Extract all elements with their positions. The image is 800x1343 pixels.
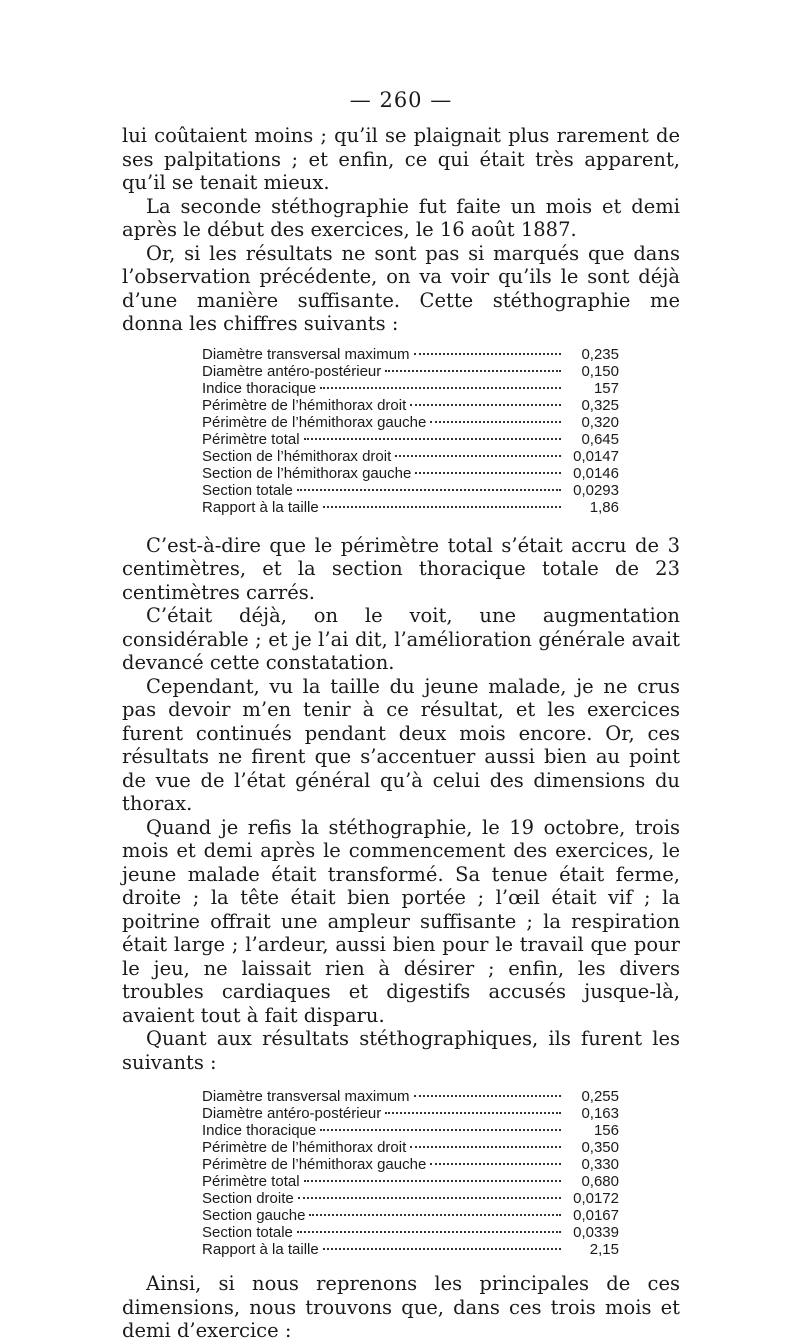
row-label: Rapport à la taille <box>202 498 319 516</box>
table-row <box>202 1122 619 1139</box>
row-value: 0,330 <box>581 1156 619 1173</box>
table-row <box>202 1241 619 1258</box>
table-row <box>202 397 619 414</box>
paragraph: Ainsi, si nous reprenons les principales de ces dimensions, nous trouvons que, dans ces trois mois et demi d’exercice : <box>122 1272 680 1342</box>
table-row <box>202 414 619 431</box>
row-label: Rapport à la taille <box>202 1241 319 1258</box>
row-value: 0,680 <box>581 1173 619 1190</box>
leader-dots <box>410 1146 561 1148</box>
row-label: Diamètre antéro-postérieur <box>202 1105 382 1122</box>
table-row <box>202 1139 619 1156</box>
page-number: — 260 — <box>349 88 453 112</box>
leader-dots <box>323 506 561 508</box>
row-value: 0,0146 <box>573 464 619 482</box>
row-label: Section droite <box>202 1190 294 1207</box>
row-label: Indice thoracique <box>202 379 317 397</box>
leader-dots <box>414 1095 561 1097</box>
paragraph: Quand je refis la stéthographie, le 19 octobre, trois mois et demi après le commencement des exercices, le jeune malade était transformé. Sa tenue était ferme, droite ; la tête était bien portée ; l’œil était vif ; la poitrine offrait une ampleur suffisante ; la respiration était large ; l’ardeur, aussi bien pour le travail que pour le jeu, ne laissait rien à désirer ; enfin, les divers troubles cardiaques et digestifs accusés jusque-là, avaient tout à fait disparu. <box>122 815 680 1027</box>
row-label: Périmètre de l’hémithorax droit <box>202 1139 407 1156</box>
row-label: Section de l’hémithorax gauche <box>202 464 412 482</box>
text-block-top <box>122 124 680 336</box>
row-value: 0,163 <box>581 1105 619 1122</box>
table-row <box>202 1190 619 1207</box>
leader-dots <box>320 1129 561 1131</box>
table-row <box>202 380 619 397</box>
row-value: 0,235 <box>581 345 619 363</box>
row-label: Diamètre transversal maximum <box>202 1088 410 1105</box>
paragraph: Quant aux résultats stéthographiques, ils furent les suivants : <box>122 1027 680 1074</box>
document-page <box>122 88 680 1343</box>
row-label: Section gauche <box>202 1207 306 1224</box>
table-row <box>202 431 619 448</box>
table-row <box>202 465 619 482</box>
table-row <box>202 448 619 465</box>
row-label: Périmètre total <box>202 1173 300 1190</box>
leader-dots <box>298 1197 561 1199</box>
row-label: Section totale <box>202 1224 293 1241</box>
paragraph: La seconde stéthographie fut faite un mois et demi après le début des exercices, le 16 août 1887. <box>122 194 680 241</box>
row-label: Diamètre antéro-postérieur <box>202 362 382 380</box>
table-row <box>202 1173 619 1190</box>
leader-dots <box>385 1112 561 1114</box>
row-label: Diamètre transversal maximum <box>202 345 410 363</box>
text-block-middle <box>122 534 680 1075</box>
table-row <box>202 1156 619 1173</box>
table-row <box>202 363 619 380</box>
leader-dots <box>410 404 561 406</box>
row-label: Section totale <box>202 481 293 499</box>
table-row <box>202 1088 619 1105</box>
table-row <box>202 1207 619 1224</box>
leader-dots <box>320 387 561 389</box>
paragraph: C’était déjà, on le voit, une augmentation considérable ; et je l’ai dit, l’amélioration générale avait devancé cette constatation. <box>122 604 680 674</box>
row-label: Périmètre de l’hémithorax gauche <box>202 1156 427 1173</box>
table-row <box>202 499 619 516</box>
paragraph: Cependant, vu la taille du jeune malade, je ne crus pas devoir m’en tenir à ce résultat, et les exercices furent continués pendant deux mois encore. Or, ces résultats ne firent que s’accentuer aussi bien au point de vue de l’état général qu’à celui des dimensions du thorax. <box>122 674 680 815</box>
table-row <box>202 346 619 363</box>
row-value: 0,255 <box>581 1088 619 1105</box>
row-label: Section de l’hémithorax droit <box>202 447 392 465</box>
row-label: Périmètre total <box>202 430 300 448</box>
leader-dots <box>385 370 561 372</box>
row-value: 0,0293 <box>573 481 619 499</box>
table-row <box>202 1105 619 1122</box>
row-label: Périmètre de l’hémithorax gauche <box>202 413 427 431</box>
leader-dots <box>395 455 561 457</box>
leader-dots <box>297 489 561 491</box>
paragraph: lui coûtaient moins ; qu’il se plaignait plus rarement de ses palpitations ; et enfin, ce qui était très apparent, qu’il se tenait mieux. <box>122 124 680 194</box>
measurements-table-october <box>202 1088 619 1258</box>
row-label: Indice thoracique <box>202 1122 317 1139</box>
leader-dots <box>414 353 561 355</box>
leader-dots <box>430 1163 561 1165</box>
row-value: 0,0172 <box>573 1190 619 1207</box>
row-value: 0,320 <box>581 413 619 431</box>
leader-dots <box>430 421 561 423</box>
row-value: 0,0147 <box>573 447 619 465</box>
measurements-table-august <box>202 346 619 516</box>
row-value: 156 <box>593 1122 619 1139</box>
row-value: 0,150 <box>581 362 619 380</box>
row-value: 0,325 <box>581 396 619 414</box>
leader-dots <box>297 1231 561 1233</box>
row-value: 0,0339 <box>573 1224 619 1241</box>
paragraph: Or, si les résultats ne sont pas si marqués que dans l’observation précédente, on va voir qu’ils le sont déjà d’une manière suffisante. Cette stéthographie me donna les chiffres suivants : <box>122 241 680 335</box>
paragraph: C’est-à-dire que le périmètre total s’était accru de 3 centimètres, et la section thoracique totale de 23 centimètres carrés. <box>122 533 680 604</box>
row-value: 0,0167 <box>573 1207 619 1224</box>
table-row <box>202 482 619 499</box>
row-value: 0,350 <box>581 1139 619 1156</box>
row-label: Périmètre de l’hémithorax droit <box>202 396 407 414</box>
text-block-bottom <box>122 1272 680 1343</box>
leader-dots <box>304 1180 561 1182</box>
leader-dots <box>309 1214 561 1216</box>
leader-dots <box>415 472 561 474</box>
leader-dots <box>323 1248 561 1250</box>
row-value: 157 <box>593 379 619 397</box>
row-value: 2,15 <box>589 1241 619 1258</box>
row-value: 1,86 <box>589 498 619 516</box>
leader-dots <box>304 438 561 440</box>
row-value: 0,645 <box>581 430 619 448</box>
table-row <box>202 1224 619 1241</box>
